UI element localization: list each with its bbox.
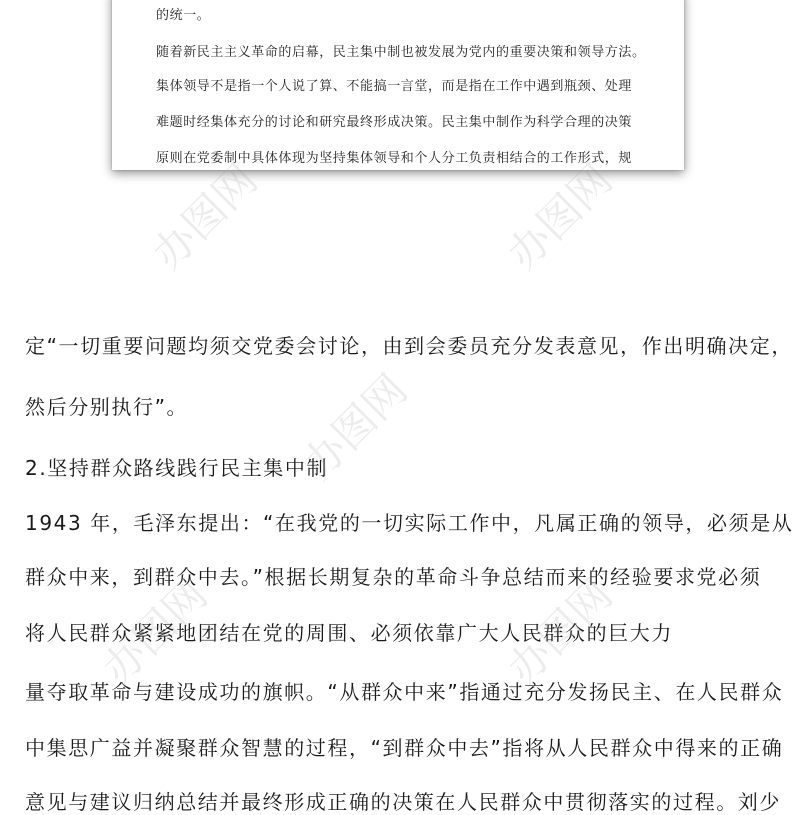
body-text-line: 群众中来，到群众中去。”根据长期复杂的革命斗争总结而来的经验要求党必须	[25, 565, 762, 589]
excerpt-card	[112, 0, 684, 170]
card-text-line: 原则在党委制中具体体现为坚持集体领导和个人分工负责相结合的工作形式，规	[156, 151, 633, 166]
body-text-line: 然后分别执行”。	[25, 395, 189, 419]
body-text-line: 量夺取革命与建设成功的旗帜。“从群众中来”指通过充分发扬民主、在人民群众	[25, 680, 784, 704]
body-text-line: 中集思广益并凝聚群众智慧的过程，“到群众中去”指将从人民群众中得来的正确	[25, 736, 784, 760]
watermark: 办图网	[497, 569, 622, 694]
card-text-line: 集体领导不是指一个人说了算、不能搞一言堂，而是指在工作中遇到瓶颈、处理	[156, 79, 633, 94]
body-text-line: 意见与建议归纳总结并最终形成正确的决策在人民群众中贯彻落实的过程。刘少	[25, 790, 781, 814]
watermark: 办图网	[92, 569, 217, 694]
watermark: 办图网	[292, 364, 417, 489]
body-text-line: 1943 年，毛泽东提出：“在我党的一切实际工作中，凡属正确的领导，必须是从	[25, 511, 794, 535]
card-text-line: 难题时经集体充分的讨论和研究最终形成决策。民主集中制作为科学合理的决策	[156, 115, 633, 130]
watermark: 办图网	[142, 154, 267, 279]
card-text-line: 的统一。	[156, 8, 211, 23]
body-text-line: 将人民群众紧紧地团结在党的周围、必须依靠广大人民群众的巨大力	[25, 621, 673, 645]
body-text-line: 定“一切重要问题均须交党委会讨论，由到会委员充分发表意见，作出明确决定，	[25, 334, 793, 358]
section-heading: 2.坚持群众路线践行民主集中制	[25, 456, 329, 480]
card-text-line: 随着新民主主义革命的启幕，民主集中制也被发展为党内的重要决策和领导方法。	[156, 45, 646, 60]
watermark: 办图网	[497, 154, 622, 279]
